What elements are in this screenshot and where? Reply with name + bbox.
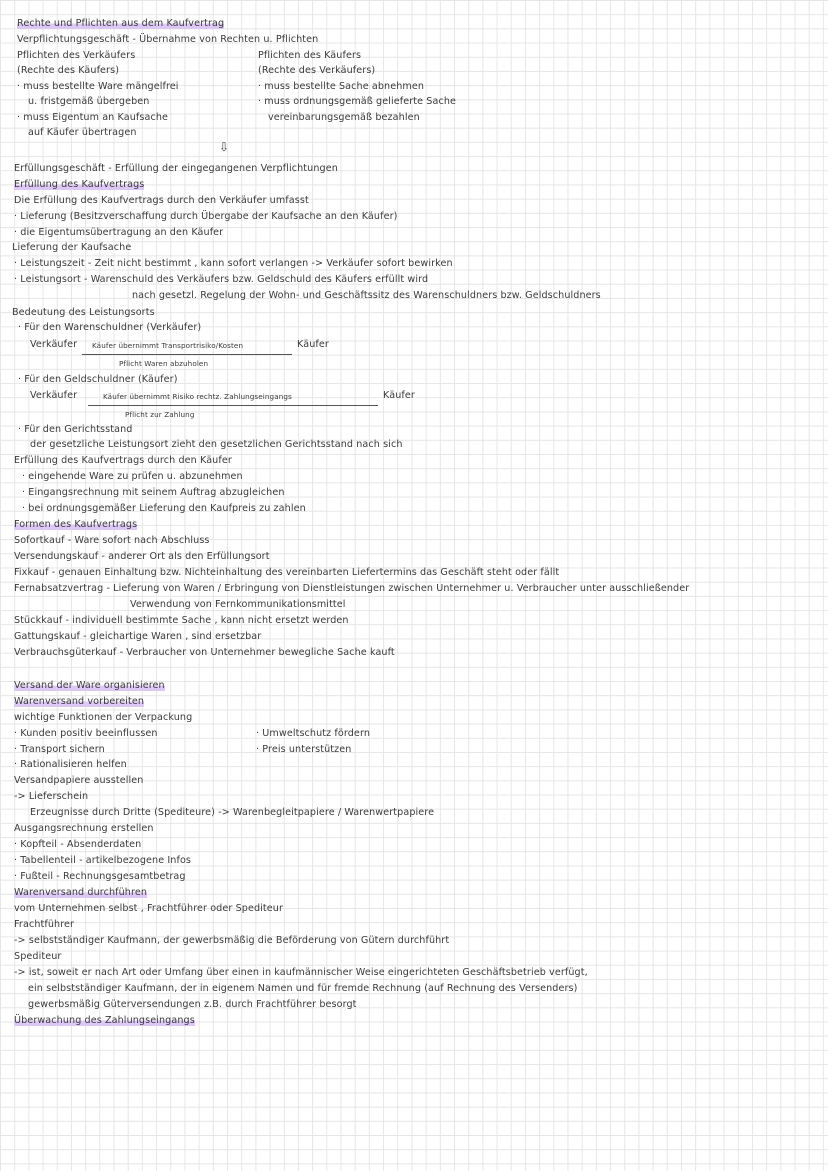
diagram-label: Pflicht zur Zahlung: [125, 410, 195, 419]
note-line: · muss Eigentum an Kaufsache: [17, 112, 169, 123]
note-line: Verbrauchsgüterkauf - Verbraucher von Unternehmer bewegliche Sache kauft: [14, 647, 395, 658]
note-line: Versendungskauf - anderer Ort als den Erfüllungsort: [14, 551, 270, 562]
note-line: Fixkauf - genauen Einhaltung bzw. Nichteinhaltung des vereinbarten Liefertermins das Geschäft steht oder fällt: [14, 567, 560, 578]
note-line: · eingehende Ware zu prüfen u. abzunehmen: [22, 471, 243, 482]
note-line: Stückkauf - individuell bestimmte Sache , kann nicht ersetzt werden: [14, 615, 349, 626]
arrow-down-icon: ⇩: [219, 140, 230, 154]
note-line: Lieferung der Kaufsache: [12, 242, 132, 253]
diagram-label: Käufer übernimmt Risiko rechtz. Zahlungseingangs: [103, 392, 292, 401]
note-line: -> selbstständiger Kaufmann, der gewerbsmäßig die Beförderung von Gütern durchführt: [14, 935, 450, 946]
diagram-line: [82, 354, 292, 355]
note-line: Versandpapiere ausstellen: [14, 775, 144, 786]
note-line: · Kunden positiv beeinflussen: [14, 728, 158, 739]
note-line: Bedeutung des Leistungsorts: [12, 307, 155, 318]
note-line: gewerbsmäßig Güterversendungen z.B. durch Frachtführer besorgt: [28, 999, 357, 1010]
note-line: (Rechte des Verkäufers): [258, 65, 376, 76]
note-line: -> Lieferschein: [14, 791, 89, 802]
diagram-label: Käufer übernimmt Transportrisiko/Kosten: [92, 341, 244, 350]
heading-zahlungseingang: Überwachung des Zahlungseingangs: [14, 1015, 195, 1026]
note-line: · muss bestellte Ware mängelfrei: [17, 81, 179, 92]
note-line: (Rechte des Käufers): [17, 65, 120, 76]
note-line: Erfüllungsgeschäft - Erfüllung der eingegangenen Verpflichtungen: [14, 163, 338, 174]
note-line: vereinbarungsgemäß bezahlen: [268, 112, 420, 123]
heading-warenversand-durchfuehren: Warenversand durchführen: [14, 887, 148, 898]
note-line: · Transport sichern: [14, 744, 105, 755]
diagram-kaeufer: Käufer: [297, 339, 329, 350]
note-line: Gattungskauf - gleichartige Waren , sind ersetzbar: [14, 631, 262, 642]
note-line: wichtige Funktionen der Verpackung: [14, 712, 193, 723]
note-line: · Umweltschutz fördern: [256, 728, 370, 739]
note-line: -> ist, soweit er nach Art oder Umfang über einen in kaufmännischer Weise eingerichteten Geschäftsbetrieb verfügt,: [14, 967, 588, 978]
note-line: · Für den Gerichtsstand: [18, 424, 133, 435]
heading-versand: Versand der Ware organisieren: [14, 680, 165, 691]
note-line: · Rationalisieren helfen: [14, 759, 127, 770]
diagram-label: Pflicht Waren abzuholen: [119, 359, 209, 368]
note-line: · Für den Warenschuldner (Verkäufer): [18, 322, 202, 333]
note-line: · Tabellenteil - artikelbezogene Infos: [14, 855, 192, 866]
note-line: · muss bestellte Sache abnehmen: [258, 81, 425, 92]
note-line: · muss ordnungsgemäß gelieferte Sache: [258, 96, 457, 107]
heading-rechte-pflichten: Rechte und Pflichten aus dem Kaufvertrag: [17, 18, 225, 29]
note-line: · Für den Geldschuldner (Käufer): [18, 374, 178, 385]
note-line: · bei ordnungsgemäßer Lieferung den Kaufpreis zu zahlen: [22, 503, 306, 514]
note-line: · Fußteil - Rechnungsgesamtbetrag: [14, 871, 186, 882]
heading-erfuellung: Erfüllung des Kaufvertrags: [14, 179, 145, 190]
diagram-kaeufer: Käufer: [383, 390, 415, 401]
note-line: nach gesetzl. Regelung der Wohn- und Geschäftssitz des Warenschuldners bzw. Geldschuldners: [132, 290, 601, 301]
note-line: Spediteur: [14, 951, 62, 962]
note-line: Pflichten des Verkäufers: [17, 50, 136, 61]
note-line: · Kopfteil - Absenderdaten: [14, 839, 142, 850]
note-line: der gesetzliche Leistungsort zieht den gesetzlichen Gerichtsstand nach sich: [30, 439, 403, 450]
note-line: Sofortkauf - Ware sofort nach Abschluss: [14, 535, 210, 546]
diagram-verkaeufer: Verkäufer: [30, 390, 78, 401]
note-line: Erzeugnisse durch Dritte (Spediteure) -> Warenbegleitpapiere / Warenwertpapiere: [30, 807, 435, 818]
note-line: · die Eigentumsübertragung an den Käufer: [14, 227, 224, 238]
note-line: auf Käufer übertragen: [28, 127, 137, 138]
note-line: ein selbstständiger Kaufmann, der in eigenem Namen und für fremde Rechnung (auf Rechnung des Versenders): [28, 983, 578, 994]
note-line: Die Erfüllung des Kaufvertrags durch den Verkäufer umfasst: [14, 195, 309, 206]
diagram-verkaeufer: Verkäufer: [30, 339, 78, 350]
note-line: · Eingangsrechnung mit seinem Auftrag abzugleichen: [22, 487, 285, 498]
heading-formen: Formen des Kaufvertrags: [14, 519, 138, 530]
note-line: vom Unternehmen selbst , Frachtführer oder Spediteur: [14, 903, 283, 914]
note-line: · Leistungszeit - Zeit nicht bestimmt , kann sofort verlangen -> Verkäufer sofort bewirken: [14, 258, 453, 269]
note-line: Erfüllung des Kaufvertrags durch den Käufer: [14, 455, 232, 466]
note-line: · Lieferung (Besitzverschaffung durch Übergabe der Kaufsache an den Käufer): [14, 211, 398, 222]
note-line: Ausgangsrechnung erstellen: [14, 823, 154, 834]
note-line: Frachtführer: [14, 919, 75, 930]
note-line: Fernabsatzvertrag - Lieferung von Waren / Erbringung von Dienstleistungen zwischen Unternehmer u. Verbraucher unter ausschließender: [14, 583, 690, 594]
note-line: · Leistungsort - Warenschuld des Verkäufers bzw. Geldschuld des Käufers erfüllt wird: [14, 274, 429, 285]
note-line: Pflichten des Käufers: [258, 50, 362, 61]
diagram-line: [88, 405, 378, 406]
note-line: · Preis unterstützen: [256, 744, 352, 755]
note-line: u. fristgemäß übergeben: [28, 96, 150, 107]
note-line: Verpflichtungsgeschäft - Übernahme von Rechten u. Pflichten: [17, 34, 319, 45]
heading-warenversand-vorbereiten: Warenversand vorbereiten: [14, 696, 145, 707]
note-line: Verwendung von Fernkommunikationsmittel: [130, 599, 346, 610]
